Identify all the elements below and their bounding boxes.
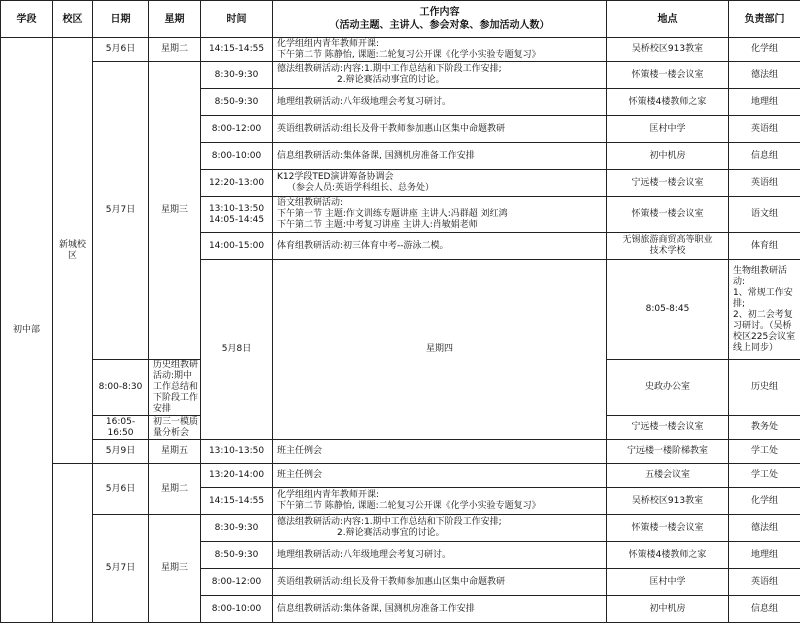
location-cell: 五楼会议室	[607, 464, 729, 488]
date-cell: 5月6日	[93, 38, 149, 62]
content-line: 下午第一节 主题:作文训练专题讲座 主讲人:冯群超 刘红鸿	[277, 209, 604, 220]
dept-cell: 化学组	[729, 38, 800, 62]
header-content	[273, 1, 607, 38]
header-location: 地点	[607, 1, 729, 38]
header-weekday: 星期	[149, 1, 201, 38]
content-line: 化学组组内青年教师开课:	[277, 490, 604, 501]
location-cell: 史政办公室	[607, 360, 729, 416]
time-line: 14:05-14:45	[203, 215, 270, 226]
content-cell	[273, 464, 607, 488]
date-cell: 5月7日	[93, 62, 149, 360]
time-cell: 12:20-13:00	[201, 170, 273, 197]
location-cell: 怀策楼一楼会议室	[607, 515, 729, 542]
dept-cell: 地理组	[729, 542, 800, 569]
header-row	[1, 1, 800, 38]
time-cell: 13:20-14:00	[201, 464, 273, 488]
time-cell: 14:15-14:55	[201, 488, 273, 515]
content-cell	[729, 260, 800, 360]
dept-cell: 语文组	[729, 197, 800, 233]
content-line: 历史组教研活动:期中工作总结和下阶段工作安排	[153, 360, 198, 415]
content-line: 1、常规工作安排;	[733, 288, 798, 310]
location-cell: 宁远楼一楼会议室	[607, 170, 729, 197]
content-line: 生物组教研活动:	[733, 266, 798, 288]
content-line: （参会人员:英语学科组长、总务处）	[277, 183, 604, 194]
time-cell: 8:05-8:45	[607, 260, 729, 360]
content-cell	[273, 62, 607, 89]
date-cell: 5月6日	[93, 464, 149, 515]
table-row	[1, 62, 800, 89]
dept-cell: 学工处	[729, 440, 800, 464]
dept-cell: 英语组	[729, 170, 800, 197]
content-line: 下午第二节 陈静怡, 课题:二轮复习公开课《化学小实验专题复习》	[277, 501, 604, 512]
location-cell: 怀策楼4楼教师之家	[607, 89, 729, 116]
content-cell	[273, 89, 607, 116]
time-cell	[201, 197, 273, 233]
content-line: 德法组教研活动:内容:1.期中工作总结和下阶段工作安排;	[277, 517, 604, 528]
dept-cell: 学工处	[729, 464, 800, 488]
content-line: 2.辩论赛活动事宜的讨论。	[277, 528, 604, 539]
location-cell: 匡村中学	[607, 569, 729, 596]
dept-cell: 地理组	[729, 89, 800, 116]
location-cell: 怀策楼一楼会议室	[607, 197, 729, 233]
content-line: 2.辩论赛活动事宜的讨论。	[277, 75, 604, 86]
header-content-line1: 工作内容	[275, 6, 604, 19]
content-line: 英语组教研活动:组长及骨干教师参加惠山区集中命题教研	[277, 124, 604, 135]
dept-cell: 历史组	[729, 360, 800, 416]
location-cell: 初中机房	[607, 596, 729, 623]
stage-cell: 初中部	[1, 38, 53, 623]
time-cell: 8:00-12:00	[201, 116, 273, 143]
header-campus: 校区	[53, 1, 93, 38]
content-cell	[149, 416, 201, 440]
time-cell: 8:30-9:30	[201, 515, 273, 542]
campus-cell: 新城校区	[53, 38, 93, 464]
weekday-cell: 星期三	[149, 62, 201, 360]
content-cell	[273, 233, 607, 260]
content-line: K12学段TED演讲筹备协调会	[277, 172, 604, 183]
content-line: 体育组教研活动:初三体育中考--游泳二模。	[277, 241, 604, 252]
content-cell	[273, 170, 607, 197]
table-row	[1, 38, 800, 62]
time-cell: 13:10-13:50	[201, 440, 273, 464]
table-row	[1, 515, 800, 542]
content-cell	[273, 197, 607, 233]
header-time: 时间	[201, 1, 273, 38]
dept-cell: 德法组	[729, 515, 800, 542]
time-cell: 8:00-10:00	[201, 143, 273, 170]
content-cell	[273, 488, 607, 515]
location-cell: 怀策楼4楼教师之家	[607, 542, 729, 569]
content-line: 信息组教研活动:集体备课, 国测机房准备工作安排	[277, 604, 604, 615]
dept-cell: 德法组	[729, 62, 800, 89]
dept-cell: 信息组	[729, 143, 800, 170]
content-line: 地理组教研活动:八年级地理会考复习研讨。	[277, 550, 604, 561]
time-cell: 8:30-9:30	[201, 62, 273, 89]
location-line: 无锡旅游商贸高等职业	[609, 235, 726, 246]
header-dept: 负责部门	[729, 1, 800, 38]
content-line: 英语组教研活动:组长及骨干教师参加惠山区集中命题教研	[277, 577, 604, 588]
header-date: 日期	[93, 1, 149, 38]
date-cell: 5月9日	[93, 440, 149, 464]
dept-cell: 英语组	[729, 569, 800, 596]
content-cell	[149, 360, 201, 416]
time-cell: 8:00-10:00	[201, 596, 273, 623]
dept-cell: 英语组	[729, 116, 800, 143]
content-cell	[273, 38, 607, 62]
time-cell: 8:00-12:00	[201, 569, 273, 596]
header-content-line2: （活动主题、主讲人、参会对象、参加活动人数）	[275, 19, 604, 32]
weekday-cell: 星期三	[149, 515, 201, 623]
content-cell	[273, 143, 607, 170]
time-cell: 8:50-9:30	[201, 542, 273, 569]
location-cell: 宁远楼一楼会议室	[607, 416, 729, 440]
location-cell: 初中机房	[607, 143, 729, 170]
dept-cell: 信息组	[729, 596, 800, 623]
content-cell	[273, 116, 607, 143]
content-line: 化学组组内青年教师开课:	[277, 39, 604, 50]
content-cell	[273, 440, 607, 464]
weekday-cell: 星期二	[149, 38, 201, 62]
table-row	[1, 464, 800, 488]
location-cell: 吴桥校区913教室	[607, 488, 729, 515]
time-cell: 8:00-8:30	[93, 360, 149, 416]
time-line: 13:10-13:50	[203, 204, 270, 215]
content-line: 语文组教研活动:	[277, 198, 604, 209]
dept-cell: 化学组	[729, 488, 800, 515]
content-line: 班主任例会	[277, 446, 604, 457]
location-cell: 吴桥校区913教室	[607, 38, 729, 62]
content-cell	[273, 542, 607, 569]
dept-cell: 教务处	[729, 416, 800, 440]
content-cell	[273, 569, 607, 596]
weekday-cell: 星期二	[149, 464, 201, 515]
location-cell: 匡村中学	[607, 116, 729, 143]
weekday-cell: 星期五	[149, 440, 201, 464]
location-cell	[607, 233, 729, 260]
content-cell	[273, 596, 607, 623]
time-cell: 16:05-16:50	[93, 416, 149, 440]
content-cell	[273, 515, 607, 542]
date-cell: 5月7日	[93, 515, 149, 623]
location-cell: 怀策楼一楼会议室	[607, 62, 729, 89]
date-cell: 5月8日	[201, 260, 273, 440]
content-line: 地理组教研活动:八年级地理会考复习研讨。	[277, 97, 604, 108]
content-line: 德法组教研活动:内容:1.期中工作总结和下阶段工作安排;	[277, 64, 604, 75]
time-cell: 14:15-14:55	[201, 38, 273, 62]
content-line: 下午第二节 陈静怡, 课题:二轮复习公开课《化学小实验专题复习》	[277, 50, 604, 61]
content-line: 2、初二会考复习研讨。（吴桥校区225会议室线上同步）	[733, 310, 798, 354]
content-line: 班主任例会	[277, 470, 604, 481]
location-cell: 宁远楼一楼阶梯教室	[607, 440, 729, 464]
content-line: 初三一模质量分析会	[153, 417, 198, 439]
time-cell: 14:00-15:00	[201, 233, 273, 260]
time-cell: 8:50-9:30	[201, 89, 273, 116]
content-line: 下午第二节 主题:中考复习讲座 主讲人:肖敏娟老师	[277, 220, 604, 231]
weekday-cell: 星期四	[273, 260, 607, 440]
header-stage: 学段	[1, 1, 53, 38]
content-line: 信息组教研活动:集体备课, 国测机房准备工作安排	[277, 151, 604, 162]
location-line: 技术学校	[609, 246, 726, 257]
table-row	[1, 440, 800, 464]
campus-cell-2	[53, 464, 93, 623]
dept-cell: 体育组	[729, 233, 800, 260]
